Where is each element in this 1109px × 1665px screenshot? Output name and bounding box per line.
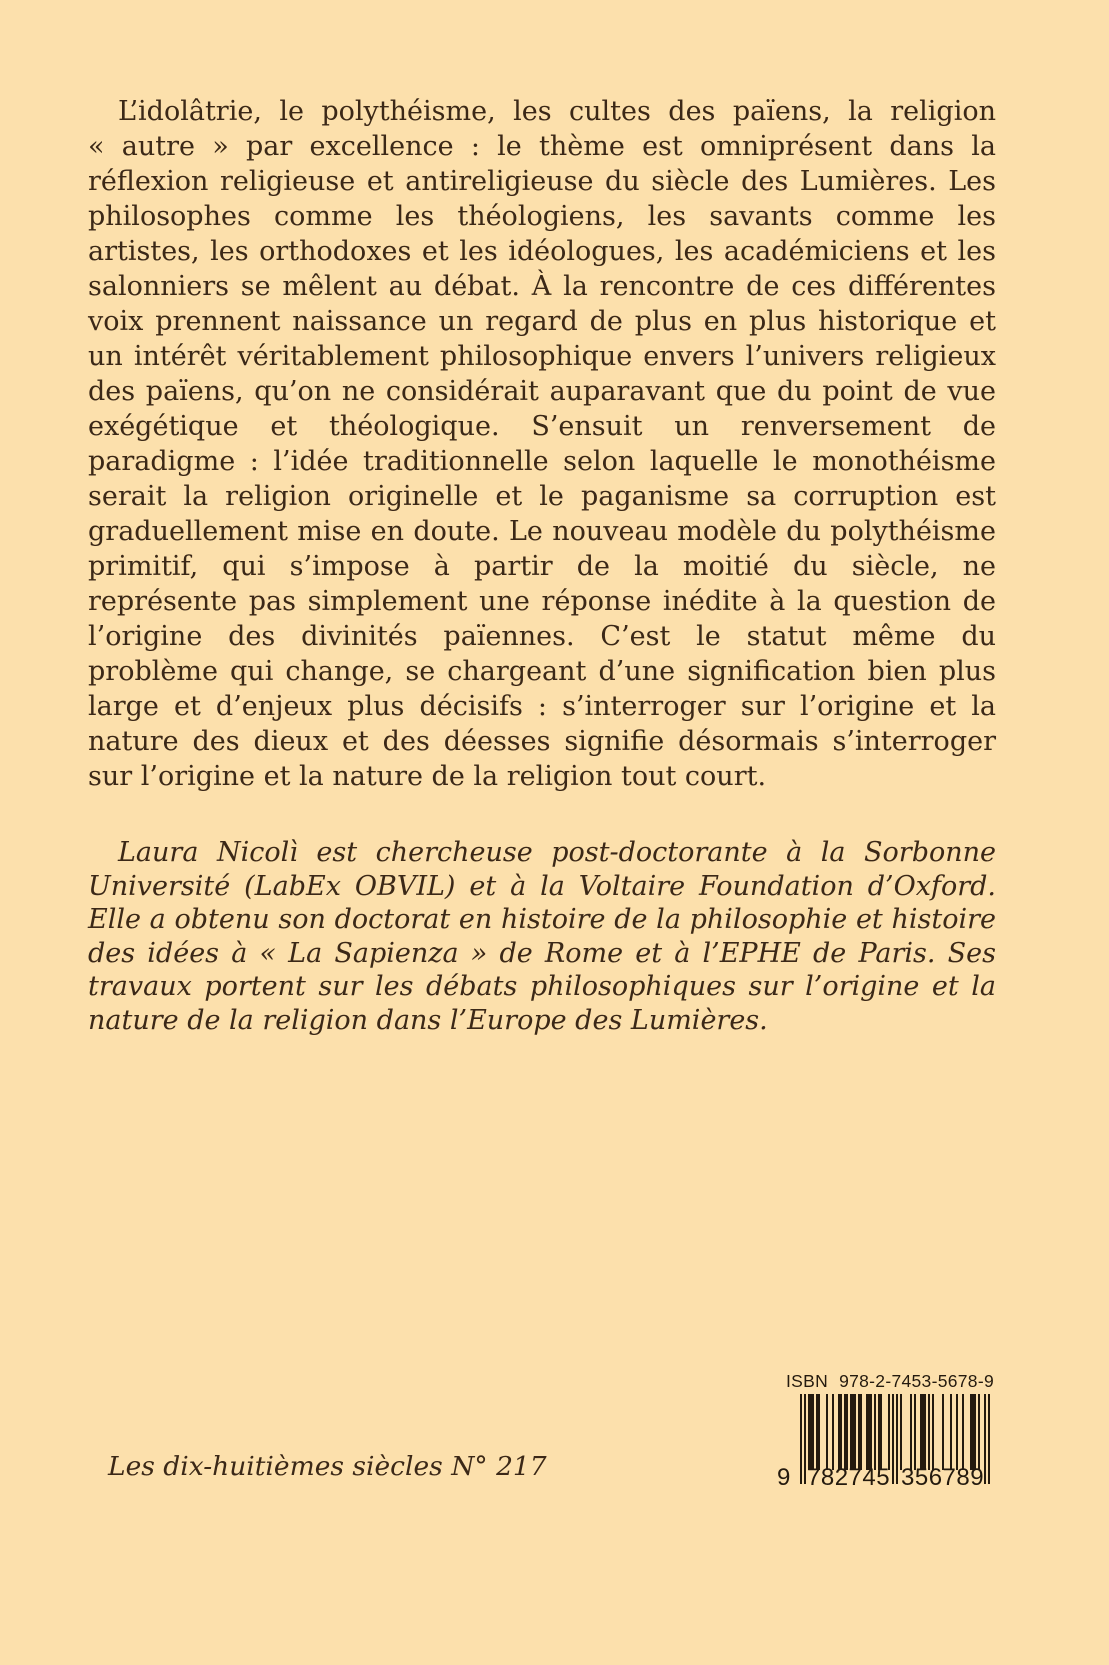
barcode-digits-left-group: 782745: [807, 1464, 891, 1491]
barcode-digit-first: 9: [777, 1464, 791, 1491]
author-bio-paragraph: Laura Nicolì est chercheuse post-doctorante à la Sorbonne Université (LabEx OBVIL) et à la Voltaire Foundation d’Oxford. Elle a obtenu son doctorat en histoire de la philosophie et histoire des idées à « La Sapienza » de Rome et à l’EPHE de Paris. Ses travaux portent sur les débats philosophiques sur l’origine et la nature de la religion dans l’Europe des Lumières.: [88, 837, 996, 1036]
collection-series-label: Les dix-huitièmes siècles N° 217: [108, 1451, 547, 1482]
synopsis-paragraph: L’idolâtrie, le polythéisme, les cultes des païens, la religion « autre » par excellence : le thème est omniprésent dans la réflexion religieuse et antireligieuse du siècle des Lumières. Les philosophes comme les théologiens, les savants comme les artistes, les orthodoxes et les idéologues, les académiciens et les salonniers se mêlent au débat. À la rencontre de ces différentes voix prennent naissance un regard de plus en plus historique et un intérêt véritablement philosophique envers l’univers religieux des païens, qu’on ne considérait auparavant que du point de vue exégétique et théologique. S’ensuit un renversement de paradigme : l’idée traditionnelle selon laquelle le monothéisme serait la religion originelle et le paganisme sa corruption est graduellement mise en doute. Le nouveau modèle du polythéisme primitif, qui s’impose à partir de la moitié du siècle, ne représente pas simplement une réponse inédite à la question de l’origine des divinités païennes. C’est le statut même du problème qui change, se chargeant d’une signification bien plus large et d’enjeux plus décisifs : s’interroger sur l’origine et la nature des dieux et des déesses signifie désormais s’interroger sur l’origine et la nature de la religion tout court.: [88, 96, 996, 792]
isbn-number: 978-2-7453-5678-9: [839, 1371, 994, 1391]
barcode-digits-right-group: 356789: [901, 1464, 985, 1491]
isbn-barcode-block: [775, 1371, 995, 1497]
isbn-label: ISBN: [786, 1371, 829, 1391]
isbn-line: [786, 1371, 994, 1391]
